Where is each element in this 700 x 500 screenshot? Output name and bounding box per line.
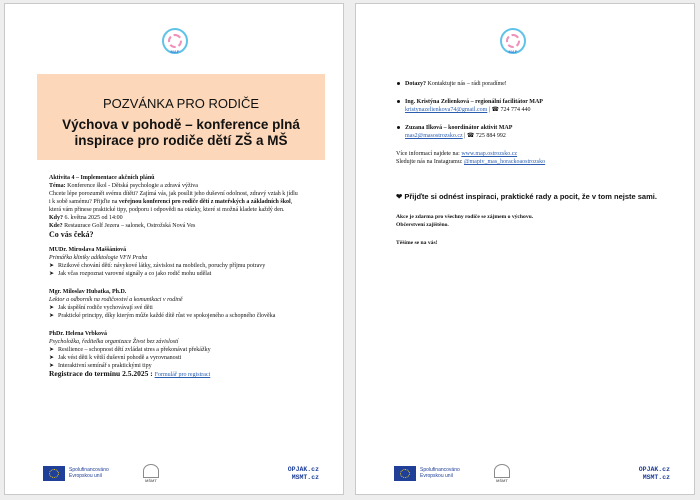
map-logo: MAP	[162, 28, 188, 54]
speaker-name: MUDr. Miroslava Maššániová	[49, 247, 127, 253]
map-logo: MAP	[500, 28, 526, 54]
speaker-point: ➤ Jak vést děti k větší duševní pohodě a vyrovnanosti	[49, 354, 299, 362]
banner-subtitle: Výchova v pohodě – konference plná inspirace pro rodiče dětí ZŠ a MŠ	[62, 117, 300, 148]
closing-line: Těšíme se na vás!	[396, 240, 438, 246]
contact-name: Ing. Kristýna Zelienková – regionální facilitátor MAP	[396, 98, 676, 106]
contact-email[interactable]: mas2@masostrozsko.cz	[405, 133, 463, 139]
op-links: OPJAK.cz MSMT.cz	[638, 466, 670, 481]
eu-caption: Spolufinancováno Evropskou unií	[420, 467, 460, 479]
invitation-banner	[37, 74, 325, 160]
aktivita: Aktivita 4 – Implementace akčních plánů	[49, 175, 155, 181]
page-right	[355, 3, 695, 495]
speaker-point: ➤ Jak včas rozpoznat varovné signály a co jako rodič mohu udělat	[49, 270, 299, 278]
registration-form-link[interactable]: Formulář pro registraci	[154, 372, 211, 378]
speaker-point: ➤ Rizikové chování dětí: návykové látky, závislost na mobilech, poruchy příjmu potravy	[49, 262, 299, 270]
speaker-point: ➤ Jak úspěšní rodiče vychovávají své děti	[49, 304, 299, 312]
speaker-name: Mgr. Miloslav Hubatka, Ph.D.	[49, 289, 127, 295]
program-heading: Co vás čeká?	[49, 230, 94, 239]
intro-paragraph: Chcete lépe porozumět svému dítěti? Zajímá vás, jak posílit jeho duševní odolnost, zdravý vztah k jídlu i k sobě samému? Přijďte na veřejnou konferenci pro rodiče dětí z mateřských a základních škol, která vám přinese praktické tipy, podporu i odpovědi na otázky, které si možná kladete každý den.	[49, 191, 298, 213]
contact-details: kristynazelienkova74@gmail.com | ☎ 724 774 440	[405, 107, 531, 113]
contact-section	[396, 80, 676, 247]
tema-line: Téma: Konference škol - Dětská psychologie a zdravá výživa	[49, 183, 198, 189]
speaker-role: Lektor a odborník na rodičovství a komunikaci v rodině	[49, 297, 183, 303]
contact-details: mas2@masostrozsko.cz | ☎ 725 884 992	[405, 133, 506, 139]
contact-name: Zuzana Ilková – koordinátor aktivit MAP	[396, 124, 676, 132]
web-link[interactable]: www.map.ostrozsko.cz	[461, 151, 518, 157]
contact-email[interactable]: kristynazelienkova74@gmail.com	[405, 107, 488, 113]
invitation-body	[49, 174, 299, 379]
msmt-logo: MŠMT	[143, 464, 169, 484]
op-links: OPJAK.cz MSMT.cz	[287, 466, 319, 481]
speaker-point: ➤ Praktické principy, díky kterým může každé dítě růst ve spokojeného a schopného člověka	[49, 312, 299, 320]
speaker-3	[49, 330, 299, 370]
speaker-role: Primářka kliniky adiktologie VFN Praha	[49, 255, 148, 261]
eu-flag-icon	[394, 466, 416, 481]
contact-1	[396, 98, 676, 114]
footer-logos	[43, 464, 319, 486]
dotazy-line: Dotazy? Kontaktujte nás – rádi poradíme!	[396, 80, 676, 88]
speaker-point: ➤ Interaktivní semínář s praktickými tipy	[49, 362, 299, 370]
speaker-role: Psycholožka, ředitelka organizace Život bez závislostí	[49, 339, 179, 345]
footer-logos	[394, 464, 670, 486]
instagram-line: Sledujte nás na Instagramu: @mapiv_mas_horackoaostrozsko	[396, 159, 546, 165]
info-line: Více informací najdete na: www.map.ostrozsko.cz	[396, 151, 518, 157]
contact-2	[396, 124, 676, 140]
kde-line: Kde? Restaurace Golf Jezera – salonek, Ostrožská Nová Ves	[49, 223, 196, 229]
free-event-line: Akce je zdarma pro všechny rodiče se zájmem o výchovu.	[396, 214, 534, 220]
eu-flag-icon	[43, 466, 65, 481]
speaker-1	[49, 246, 299, 278]
refreshment-line: Občerstvení zajištěno.	[396, 222, 449, 228]
eu-caption: Spolufinancováno Evropskou unií	[69, 467, 109, 479]
instagram-link[interactable]: @mapiv_mas_horackoaostrozsko	[463, 159, 546, 165]
speaker-2	[49, 288, 299, 320]
page-left	[4, 3, 344, 495]
registration-line: Registrace do termínu 2.5.2025 : Formulář pro registraci	[49, 369, 211, 378]
banner-title: POZVÁNKA PRO RODIČE	[102, 96, 260, 111]
speaker-name: PhDr. Helena Vrbková	[49, 331, 108, 337]
msmt-logo: MŠMT	[494, 464, 520, 484]
speaker-point: ➤ Resilience – schopnost dětí zvládat stres a překonávat překážky	[49, 346, 299, 354]
kdy-line: Kdy? 6. května 2025 od 14:00	[49, 215, 123, 221]
inspiration-line: ❤ Přijďte si odnést inspiraci, praktické rady a pocit, že v tom nejste sami.	[396, 192, 657, 201]
